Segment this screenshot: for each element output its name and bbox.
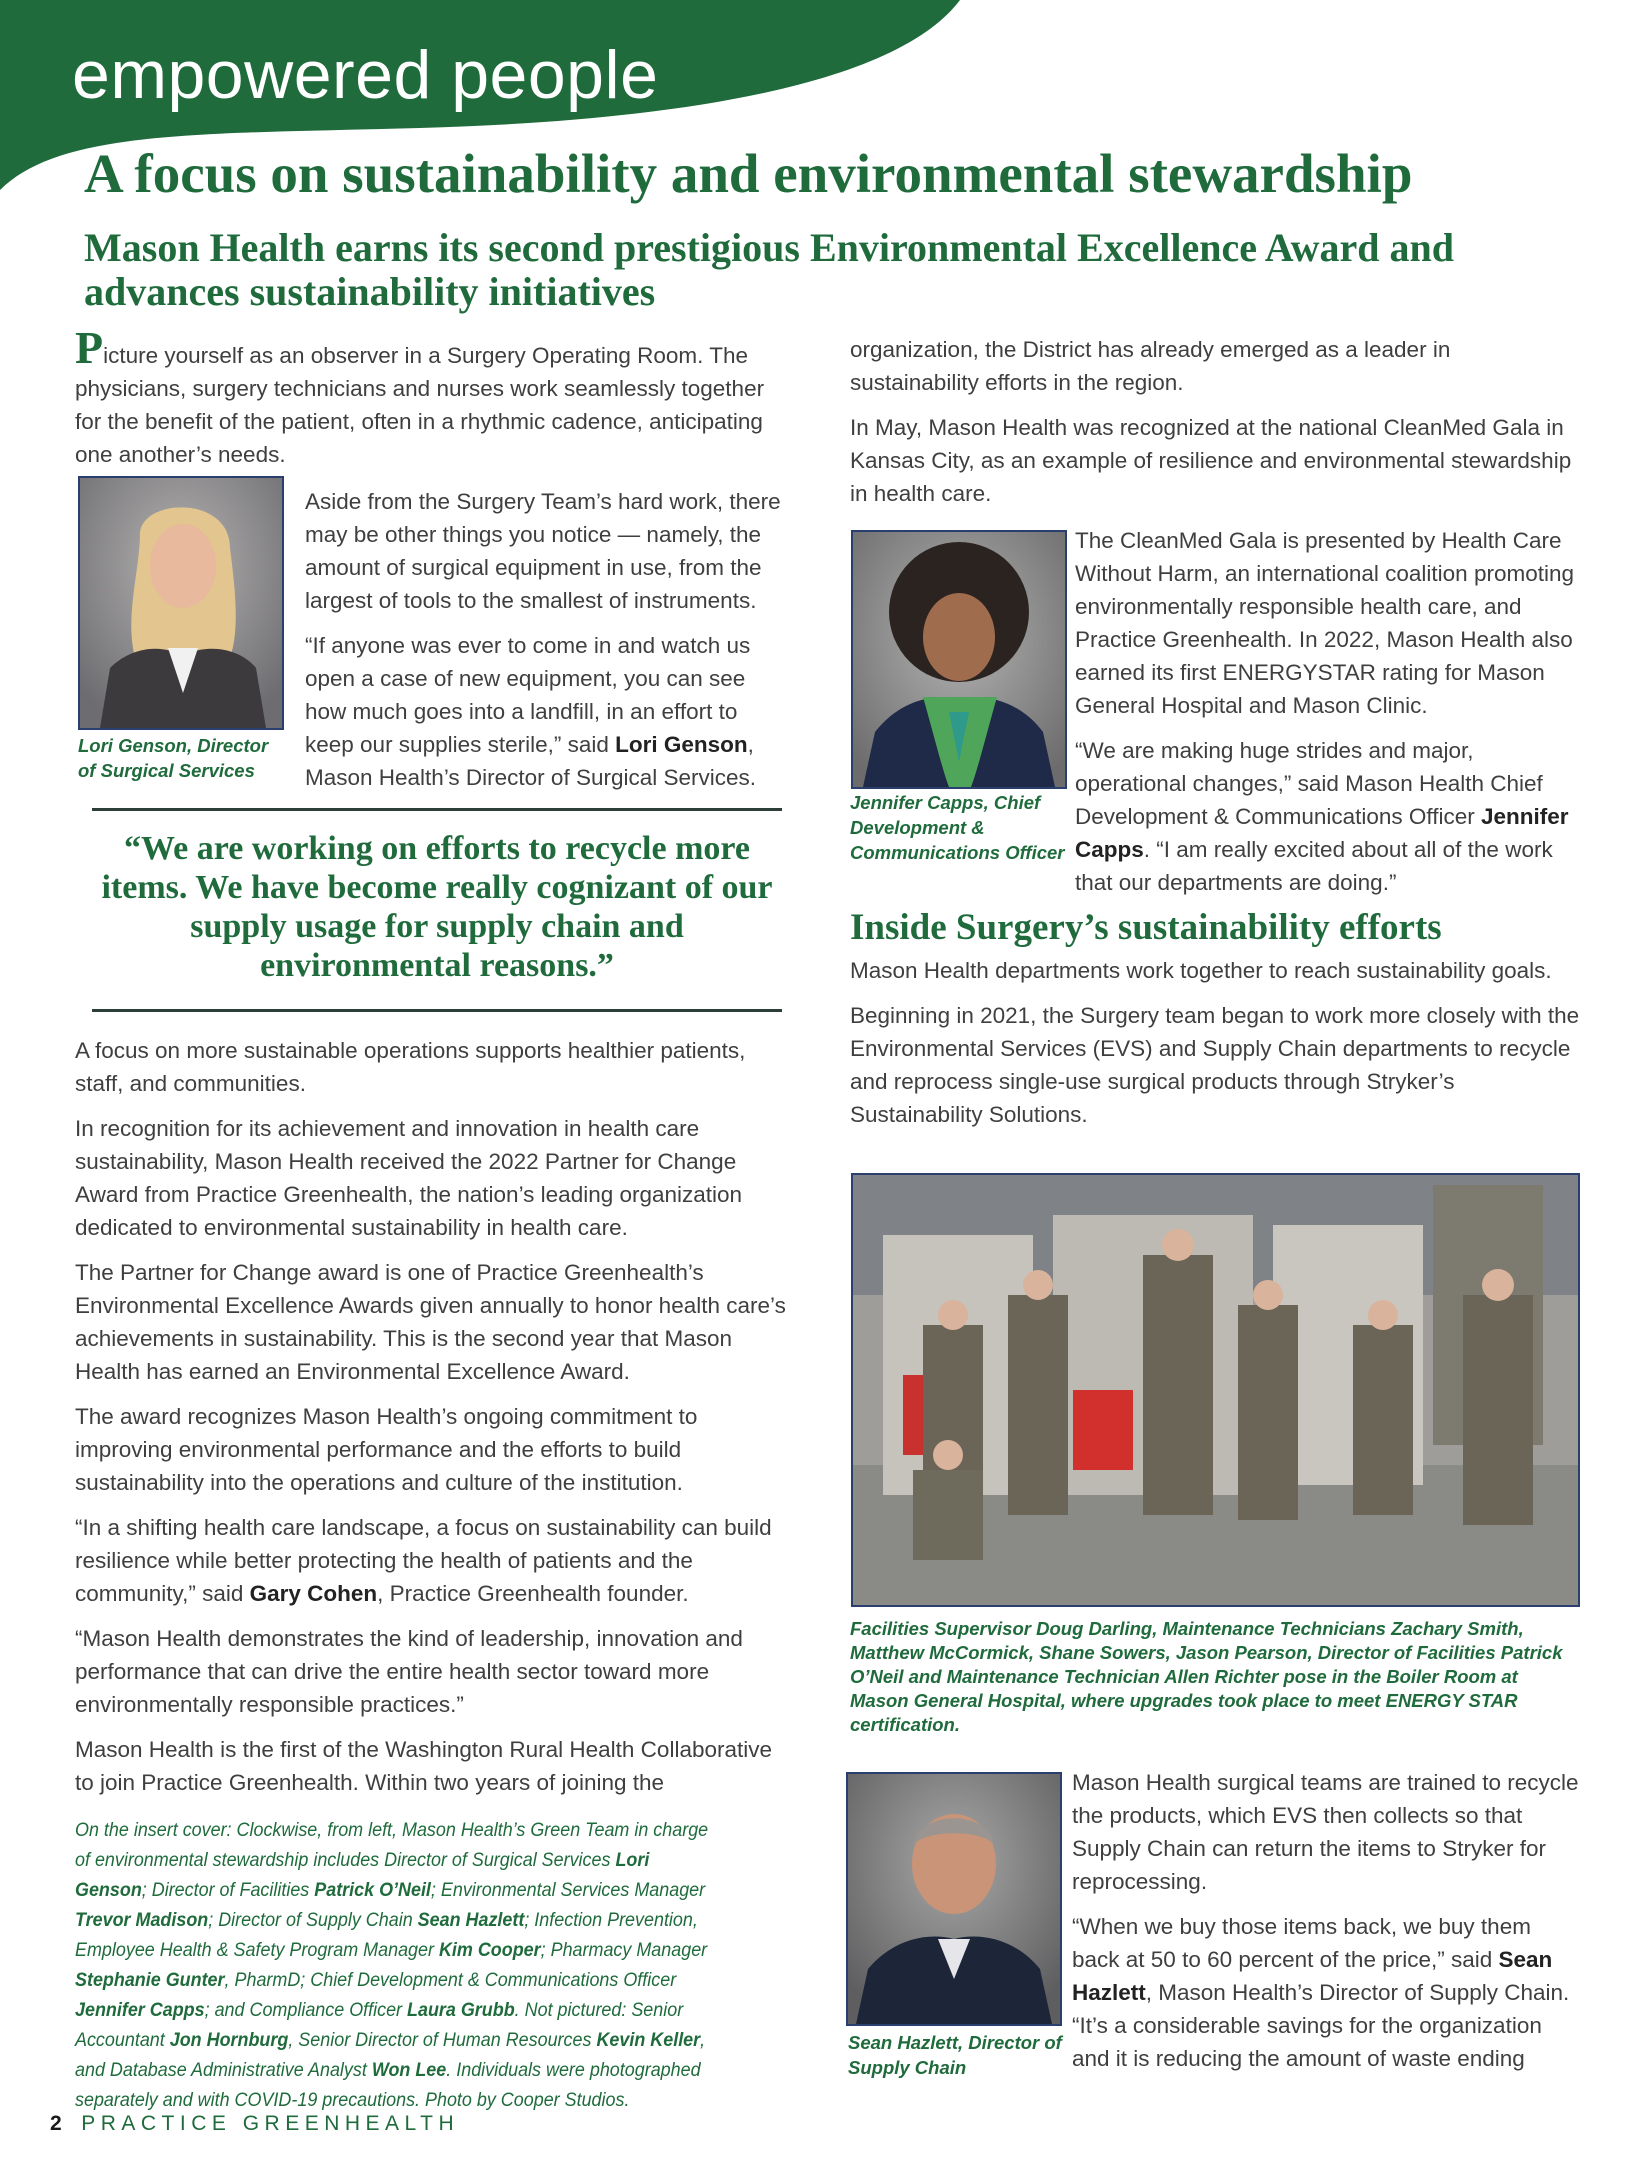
paragraph: Mason Health departments work together to reach sustainability goals. <box>850 958 1552 983</box>
divider <box>92 1009 782 1012</box>
pull-quote-block <box>92 808 782 1012</box>
paragraph: The Partner for Change award is one of Practice Greenhealth’s Environmental Excellence Awards given annually to honor health care’s achievements in sustainability. This is the second year that Mason Health has earned an Environmental Excellence Award. <box>75 1260 786 1384</box>
paragraph: “When we buy those items back, we buy them back at 50 to 60 percent of the price,” said Sean Hazlett, Mason Health’s Director of Supply Chain. “It’s a considerable savings for the organization and it is reducing the amount of waste ending <box>1072 1914 1570 2071</box>
insert-cover-caption: On the insert cover: Clockwise, from left, Mason Health’s Green Team in charge of environmental stewardship includes Director of Surgical Services Lori Genson; Director of Facilities Patrick O’Neil; Environmental Services Manager Trevor Madison; Director of Supply Chain Sean Hazlett; Infection Prevention, Employee Health & Safety Program Manager Kim Cooper; Pharmacy Manager Stephanie Gunter, PharmD; Chief Development & Communications Officer Jennifer Capps; and Compliance Officer Laura Grubb. Not pictured: Senior Accountant Jon Hornburg, Senior Director of Human Resources Kevin Keller, and Database Administrative Analyst Won Lee. Individuals were photographed separately and with COVID-19 precautions. Photo by Cooper Studios. <box>75 1819 709 2111</box>
paragraph: Mason Health surgical teams are trained to recycle the products, which EVS then collects so that Supply Chain can return the items to Stryker for reprocessing. <box>1072 1770 1579 1894</box>
paragraph: The CleanMed Gala is presented by Health Care Without Harm, an international coalition promoting environmentally responsible health care, and Practice Greenhealth. In 2022, Mason Health also earned its first ENERGYSTAR rating for Mason General Hospital and Mason Clinic. <box>1075 528 1574 718</box>
lori-genson-photo <box>78 476 284 730</box>
paragraph: A focus on more sustainable operations supports healthier patients, staff, and communities. <box>75 1038 746 1096</box>
article-subtitle: Mason Health earns its second prestigious Environmental Excellence Award and advances sustainability initiatives <box>84 225 1455 314</box>
right-column-lower <box>1072 1766 1580 2087</box>
article-title: A focus on sustainability and environmental stewardship <box>84 143 1413 204</box>
intro-paragraph: Picture yourself as an observer in a Surgery Operating Room. The physicians, surgery technicians and nurses work seamlessly together for the benefit of the patient, often in a rhythmic cadence, anticipating one another’s needs. <box>75 322 765 467</box>
paragraph: “In a shifting health care landscape, a focus on sustainability can build resilience while better protecting the health of patients and the community,” said Gary Cohen, Practice Greenhealth founder. <box>75 1515 772 1606</box>
left-column-lower <box>75 1034 790 1811</box>
paragraph: “If anyone was ever to come in and watch us open a case of new equipment, you can see how much goes into a landfill, in an effort to keep our supplies sterile,” said Lori Genson, Mason Health’s Director of Surgical Services. <box>305 633 757 790</box>
drop-cap: P <box>75 322 104 373</box>
paragraph: In recognition for its achievement and innovation in health care sustainability, Mason Health received the 2022 Partner for Change Award from Practice Greenhealth, the nation’s leading organization dedicated to environmental sustainability in health care. <box>75 1116 743 1240</box>
page-number: 2 <box>50 2112 68 2135</box>
jennifer-capps-caption: Jennifer Capps, Chief Development & Communications Officer <box>850 792 1065 863</box>
paragraph: The award recognizes Mason Health’s ongoing commitment to improving environmental performance and the efforts to build sustainability into the operations and culture of the institution. <box>75 1404 698 1495</box>
section-heading: Inside Surgery’s sustainability efforts <box>850 907 1442 948</box>
sean-hazlett-caption: Sean Hazlett, Director of Supply Chain <box>848 2032 1062 2078</box>
paragraph: organization, the District has already emerged as a leader in sustainability efforts in the region. <box>850 337 1451 395</box>
sean-hazlett-photo <box>846 1772 1062 2026</box>
paragraph: Beginning in 2021, the Surgery team began to work more closely with the Environmental Services (EVS) and Supply Chain departments to recycle and reprocess single-use surgical products through Stryker’s Sustainability Solutions. <box>850 1003 1580 1127</box>
publication-name: PRACTICE GREENHEALTH <box>81 2112 460 2135</box>
paragraph: “We are making huge strides and major, operational changes,” said Mason Health Chief Development & Communications Officer Jennifer Capps. “I am really excited about all of the work that our departments are doing.” <box>1075 738 1569 895</box>
paragraph: Aside from the Surgery Team’s hard work, there may be other things you notice — namely, the amount of surgical equipment in use, from the largest of tools to the smallest of instruments. <box>305 489 781 613</box>
pull-quote: “We are working on efforts to recycle more items. We have become really cognizant of our supply usage for supply chain and environmental reasons.” <box>101 830 773 984</box>
page-footer <box>50 2112 459 2136</box>
section-label: empowered people <box>72 37 659 113</box>
lori-genson-caption: Lori Genson, Director of Surgical Services <box>78 735 269 781</box>
paragraph: In May, Mason Health was recognized at the national CleanMed Gala in Kansas City, as an example of resilience and environmental stewardship in health care. <box>850 415 1572 506</box>
jennifer-capps-photo <box>851 530 1067 789</box>
divider <box>92 808 782 811</box>
paragraph: Mason Health is the first of the Washington Rural Health Collaborative to join Practice Greenhealth. Within two years of joining the <box>75 1737 773 1795</box>
paragraph: “Mason Health demonstrates the kind of leadership, innovation and performance that can drive the entire health sector toward more environmentally responsible practices.” <box>75 1626 743 1717</box>
boiler-room-group-photo <box>851 1173 1580 1607</box>
group-photo-caption: Facilities Supervisor Doug Darling, Maintenance Technicians Zachary Smith, Matthew McCormick, Shane Sowers, Jason Pearson, Director of Facilities Patrick O’Neil and Maintenance Technician Allen Richter pose in the Boiler Room at Mason General Hospital, where upgrades took place to meet ENERGY STAR certification. <box>850 1618 1563 1735</box>
